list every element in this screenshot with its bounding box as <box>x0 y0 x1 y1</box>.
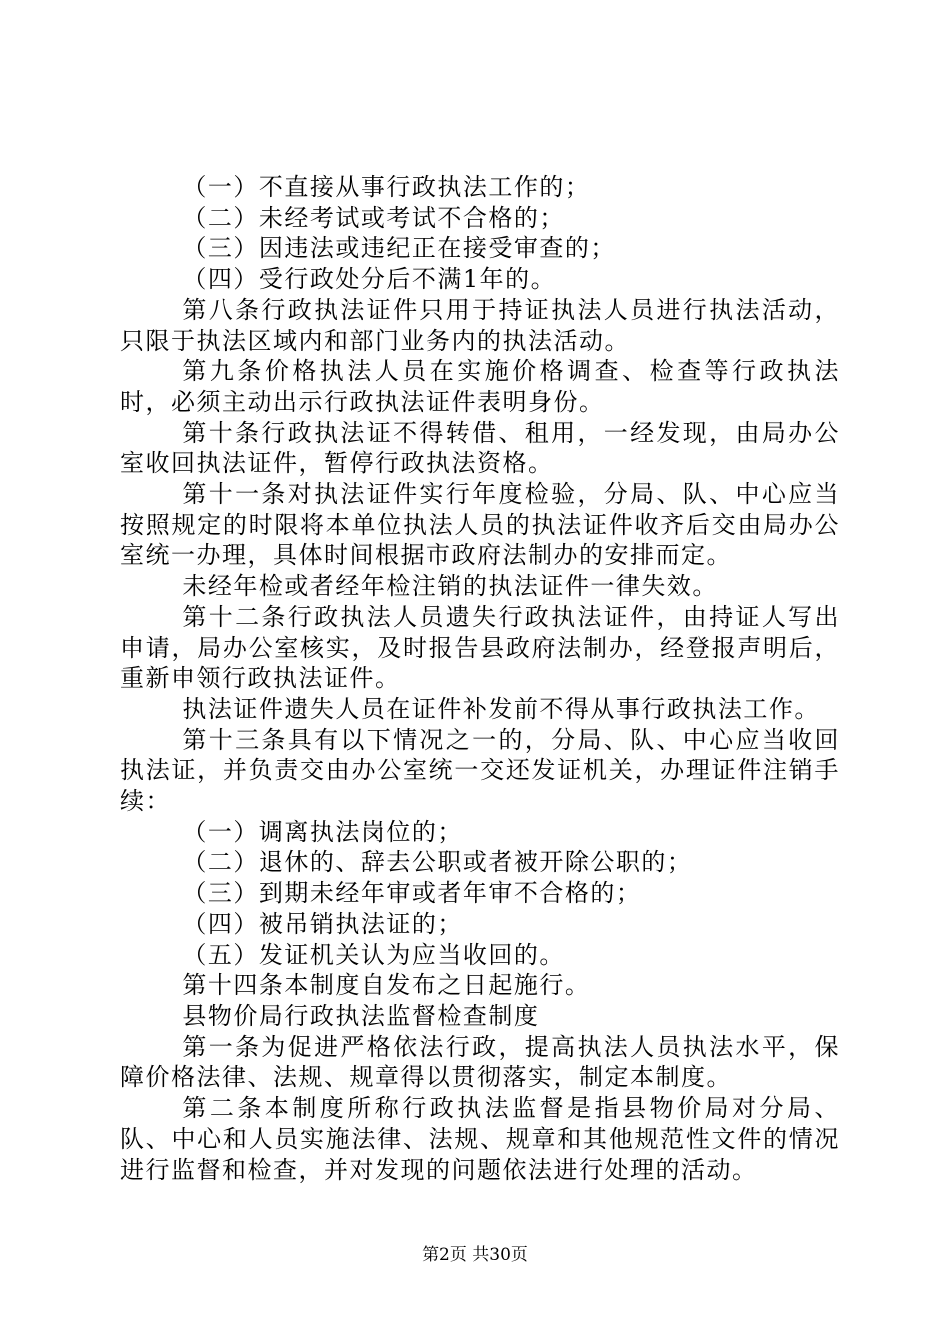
page-number: 第2页 共30页 <box>422 1245 528 1265</box>
paragraph: （一）调离执法岗位的； <box>182 817 463 846</box>
paragraph: 第十四条本制度自发布之日起施行。 <box>182 971 591 1000</box>
paragraph: 第二条本制度所称行政执法监督是指县物价局对分局、队、中心和人员实施法律、法规、规章和其他规范性文件的情况进行监督和检查，并对发现的问题依法进行处理的活动。 <box>120 1094 840 1184</box>
paragraph: （二）未经考试或考试不合格的； <box>182 203 565 232</box>
paragraph: 第九条价格执法人员在实施价格调查、检查等行政执法时，必须主动出示行政执法证件表明身份。 <box>120 357 840 416</box>
document-body <box>120 172 840 1185</box>
paragraph: （一）不直接从事行政执法工作的； <box>182 173 591 201</box>
paragraph: 第十一条对执法证件实行年度检验，分局、队、中心应当按照规定的时限将本单位执法人员的执法证件收齐后交由局办公室统一办理，具体时间根据市政府法制办的安排而定。 <box>120 480 840 570</box>
paragraph: 第八条行政执法证件只用于持证执法人员进行执法活动，只限于执法区域内和部门业务内的执法活动。 <box>120 295 840 355</box>
paragraph: 第一条为促进严格依法行政，提高执法人员执法水平，保障价格法律、法规、规章得以贯彻落实，制定本制度。 <box>120 1032 840 1092</box>
paragraph: （二）退休的、辞去公职或者被开除公职的； <box>182 848 693 877</box>
paragraph: 第十三条具有以下情况之一的，分局、队、中心应当收回执法证，并负责交由办公室统一交还发证机关，办理证件注销手续： <box>120 725 840 816</box>
paragraph: 第十条行政执法证不得转借、租用，一经发现，由局办公室收回执法证件，暂停行政执法资格。 <box>120 418 840 478</box>
paragraph: （三）因违法或违纪正在接受审查的； <box>182 234 616 263</box>
paragraph: 第十二条行政执法人员遗失行政执法证件，由持证人写出申请，局办公室核实，及时报告县政府法制办，经登报声明后，重新申领行政执法证件。 <box>120 602 840 693</box>
paragraph: （三）到期未经年审或者年审不合格的； <box>182 879 642 908</box>
section-title: 县物价局行政执法监督检查制度 <box>182 1001 540 1030</box>
paragraph: （四）被吊销执法证的； <box>182 909 463 938</box>
page-footer <box>0 1240 950 1265</box>
paragraph: 执法证件遗失人员在证件补发前不得从事行政执法工作。 <box>182 694 820 723</box>
paragraph: （四）受行政处分后不满1年的。 <box>182 265 557 294</box>
paragraph: （五）发证机关认为应当收回的。 <box>182 940 565 969</box>
paragraph: 未经年检或者经年检注销的执法证件一律失效。 <box>182 572 718 601</box>
